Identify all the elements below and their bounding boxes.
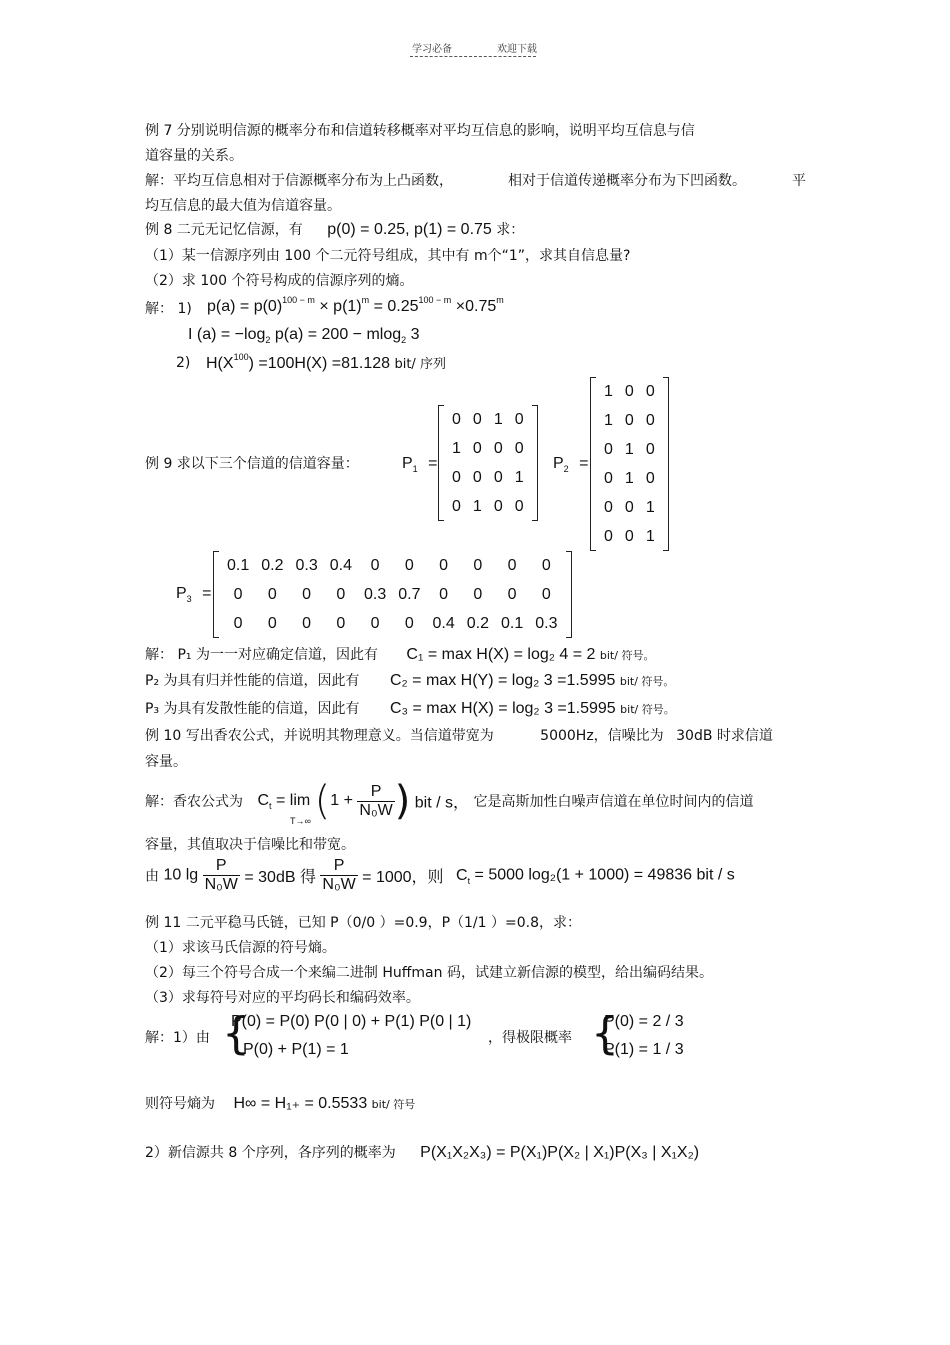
question-text: 例 10 写出香农公式，并说明其物理意义。当信道带宽为 [145,728,494,744]
answer-equation: P(X₁X₂X₃) = P(X₁)P(X₂ | X₁)P(X₃ | X₁X₂) [420,1144,700,1161]
matrix-cell: 0 [604,498,613,516]
matrix-cell: 0 [645,440,655,458]
ex8-question-line1 [145,219,524,239]
matrix-cell: 0 [370,614,380,632]
equals: = [428,455,438,472]
matrix-cell: 0.3 [295,556,318,574]
matrix-cell: 0 [624,527,634,545]
ex11-limit-text: ，得极限概率 [488,1030,572,1046]
matrix-cell: 1 [452,439,461,457]
matrix-cell: 0 [514,439,524,457]
ex10-answer-line2: 容量，其值取决于信噪比和带宽。 [145,837,355,853]
eq-unit: bit / s， [414,794,470,812]
system-eq-2: P(0) + P(1) = 1 [243,1041,349,1058]
limit-prob-1: P(0) = 2 / 3 [604,1013,684,1030]
matrix-row [598,522,661,551]
eq-part: = 0.25 [373,298,419,315]
p3-label [176,585,211,603]
header-left: 学习必备 [412,44,452,55]
matrix-cell: 0 [404,614,414,632]
question-text: 30dB 时求信道 [676,728,773,744]
p1-label [402,455,437,473]
matrix-row [598,464,661,493]
eq-subscript: 2 [401,335,407,345]
matrix-cell: 0 [507,556,517,574]
eq-part: 3 [406,326,420,343]
eq-exponent: m [496,295,504,305]
answer-text: P₃ 为具有发散性能的信道，因此有 [145,701,360,717]
limit-prob-2: P(1) = 1 / 3 [604,1041,684,1058]
eq-part: ×0.75 [455,298,497,315]
matrix-p2-table [598,377,661,551]
matrix-cell: 0 [302,614,312,632]
eq-exponent: 100 [233,352,249,362]
eq-subscript: 2 [265,335,271,345]
bracket-left [438,405,444,521]
ex11-new-source-line [145,1142,699,1162]
answer-text: 则符号熵为 [145,1096,215,1112]
matrix-cell: 0 [624,382,634,400]
matrix-cell: 0.3 [364,585,387,603]
eq-part: × p(1) [319,298,362,315]
frac-num: P [203,857,240,876]
calc-eq: = 1000，则 [362,869,444,886]
matrix-name: P [402,455,413,472]
answer-unit: bit/ 符号。 [599,649,655,662]
matrix-cell: 0 [493,497,503,515]
matrix-cell: 1 [493,410,503,428]
ex8-question-line3: （2）求 100 个符号构成的信源序列的熵。 [145,273,414,289]
matrix-cell: 0 [439,585,449,603]
matrix-cell: 0.4 [329,556,352,574]
matrix-subscript: 2 [563,464,569,474]
matrix-row [598,377,661,406]
matrix-cell: 0.1 [501,614,524,632]
matrix-p3 [213,551,572,638]
matrix-row [446,434,530,463]
ex10-question-line1 [145,725,773,745]
matrix-cell: 0 [267,585,277,603]
matrix-cell: 0 [541,556,551,574]
calc-text: 由 [145,868,159,885]
matrix-p1 [438,405,538,521]
matrix-p1-table [446,405,530,521]
header-divider [410,56,536,57]
matrix-cell: 0 [336,614,346,632]
answer-equation: C₃ = max H(X) = log₂ 3 =1.5995 [389,700,616,717]
limit [275,792,311,826]
ct-symbol [257,792,271,809]
matrix-subscript: 3 [186,594,192,604]
matrix-row [446,492,530,521]
eq-exponent: 100 − m [282,295,315,305]
matrix-cell: 0 [493,468,503,486]
eq-unit: bit/ 序列 [394,357,446,372]
system-eq-1: P(0) = P(0) P(0 | 0) + P(1) P(0 | 1) [231,1013,472,1030]
eq-part: ) =100H(X) =81.128 [248,355,391,372]
answer-unit: bit/ 符号 [371,1098,416,1111]
calc-eq: 10 lg [163,866,199,884]
ex7-answer-part2: 相对于信道传递概率分布为下凹函数。 [508,173,746,189]
eq-part: C [456,866,468,884]
ex8-intro: 例 8 二元无记忆信源，有 [145,222,303,238]
snr-fraction [357,783,394,820]
matrix-cell: 0 [514,497,524,515]
matrix-cell: 0.1 [227,556,250,574]
ex10-shannon-line [145,778,753,824]
ex8-ask: 求： [496,222,525,238]
limit-sub: T→∞ [289,816,311,826]
matrix-row [221,580,564,609]
matrix-cell: 1 [645,527,655,545]
frac-num: P [320,857,357,876]
eq-part: 1 + [330,792,353,809]
bracket-left [590,377,596,551]
matrix-cell: 1 [514,468,524,486]
matrix-row [221,609,564,638]
eq-part: p(a) = p(0) [207,298,283,315]
matrix-cell: 0.2 [466,614,489,632]
answer-unit: bit/ 符号。 [620,703,675,716]
calc-unit: bit / s [696,866,735,884]
answer-text: P₂ 为具有归并性能的信道，因此有 [145,673,360,689]
matrix-row [598,435,661,464]
ex10-calc-line [145,857,735,894]
matrix-p2 [590,377,669,551]
matrix-cell: 0 [452,497,461,515]
frac-den: N₀W [359,801,393,819]
ex11-entropy-line [145,1093,415,1113]
header-right: 欢迎下载 [497,44,537,55]
ex11-question-line2: （1）求该马氏信源的符号熵。 [145,940,336,956]
matrix-cell: 0.4 [432,614,455,632]
matrix-row [446,463,530,492]
ex8-solution-2-label: 2) [176,355,191,371]
matrix-cell: 0 [267,614,277,632]
calc-eq: = 30dB 得 [244,869,316,886]
ex11-question-line4: （3）求每符号对应的平均码长和编码效率。 [145,990,420,1006]
brace-left-2: { [591,1008,619,1059]
ex8-solution-2-equation [206,353,446,373]
ex8-solution-1-label: 解： 1) [145,301,192,317]
bracket-right [663,377,669,551]
bracket-left [213,551,219,638]
matrix-cell: 0.7 [398,585,421,603]
ex11-question-line3: （2）每三个符号合成一个来编二进制 Huffman 码，试建立新信源的模型，给出编码结果。 [145,965,713,981]
ex9-answer-2 [145,670,674,690]
matrix-cell: 0 [370,556,380,574]
matrix-row [221,551,564,580]
matrix-cell: 0 [507,585,517,603]
answer-equation: C₁ = max H(X) = log₂ 4 = 2 [406,646,596,663]
matrix-cell: 0 [604,469,613,487]
matrix-cell: 1 [604,411,613,429]
ex9-answer-1 [145,644,654,664]
paren-left: ( [314,778,331,824]
matrix-cell: 0 [493,439,503,457]
matrix-cell: 0 [472,410,482,428]
matrix-cell: 0 [404,556,414,574]
ex11-question-line1: 例 11 二元平稳马氏链，已知 P（0/0 ）=0.9，P（1/1 ）=0.8，求： [145,915,582,931]
matrix-subscript: 1 [412,464,418,474]
eq-subscript: t [467,875,471,886]
matrix-cell: 0 [624,411,634,429]
answer-text: 2）新信源共 8 个序列，各序列的概率为 [145,1145,396,1161]
frac-den: N₀W [322,876,356,893]
matrix-cell: 0 [302,585,312,603]
matrix-cell: 0 [472,468,482,486]
matrix-row [598,406,661,435]
matrix-cell: 0.2 [261,556,284,574]
matrix-cell: 0 [472,439,482,457]
ex7-question-line2: 道容量的关系。 [145,148,243,164]
matrix-cell: 0 [645,411,655,429]
ex8-solution-1-equation [207,295,504,316]
snr-fraction [320,857,357,894]
ex10-question-line2: 容量。 [145,754,187,770]
calc-eq: = 5000 log₂(1 + 1000) = 49836 [474,866,693,884]
eq-part: H(X [206,355,234,372]
answer-equation: H∞ = H₁₊ = 0.5533 [233,1095,368,1112]
matrix-cell: 1 [624,440,634,458]
answer-text: 解： P₁ 为一一对应确定信道，因此有 [145,647,378,663]
frac-num: P [357,783,394,802]
paren-right: ) [394,778,411,824]
answer-text: 解：香农公式为 [145,794,243,810]
ex9-question: 例 9 求以下三个信道的信道容量： [145,456,359,472]
matrix-name: P [553,455,564,472]
ex9-answer-3 [145,698,675,718]
answer-equation: C₂ = max H(Y) = log₂ 3 =1.5995 [389,672,616,689]
matrix-row [446,405,530,434]
ex7-answer-line2: 均互信息的最大值为信道容量。 [145,198,341,214]
matrix-cell: 0 [439,556,449,574]
eq-exponent: 100 − m [418,295,452,305]
matrix-cell: 0 [624,498,634,516]
ct-symbol [456,867,470,884]
matrix-cell: 0 [452,468,461,486]
eq-subscript: t [269,801,272,811]
matrix-cell: 0 [604,440,613,458]
ex7-answer-part1: 解：平均互信息相对于信源概率分布为上凸函数， [145,173,453,189]
matrix-p3-table [221,551,564,638]
equals: = [579,455,589,472]
matrix-cell: 0 [541,585,551,603]
matrix-cell: 0 [514,410,524,428]
ex8-question-line2: （1）某一信源序列由 100 个二元符号组成，其中有 m个“1”，求其自信息量? [145,248,631,264]
matrix-cell: 0 [233,585,243,603]
matrix-cell: 0 [604,527,613,545]
frac-den: N₀W [204,876,238,893]
answer-unit: bit/ 符号。 [619,675,675,688]
p2-label [553,455,588,473]
ex7-question-line1: 例 7 分别说明信源的概率分布和信道转移概率对平均互信息的影响，说明平均互信息与信 [145,123,695,139]
matrix-cell: 0 [336,585,346,603]
bracket-right [532,405,538,521]
limit-op: = lim [275,792,311,809]
ex8-solution-1-info [188,326,420,344]
matrix-cell: 0 [473,585,483,603]
eq-exponent: m [361,295,370,305]
matrix-cell: 0.3 [535,614,558,632]
matrix-cell: 1 [472,497,482,515]
answer-text: 它是高斯加性白噪声信道在单位时间内的信道 [473,794,754,810]
ex11-solution-1-label: 解：1）由 [145,1030,210,1046]
matrix-row [598,493,661,522]
brace-left-1: { [222,1008,250,1059]
matrix-cell: 0 [473,556,483,574]
matrix-cell: 0 [233,614,243,632]
matrix-cell: 0 [645,469,655,487]
bracket-right [566,551,572,638]
matrix-cell: 1 [604,382,613,400]
ex8-probabilities: p(0) = 0.25, p(1) = 0.75 [327,221,492,238]
question-text: 5000Hz，信噪比为 [540,728,664,744]
matrix-cell: 0 [452,410,461,428]
eq-part: I (a) = −log [188,326,266,343]
eq-part: C [257,792,270,809]
snr-fraction [203,857,240,894]
matrix-cell: 0 [645,382,655,400]
matrix-cell: 1 [624,469,634,487]
matrix-name: P [176,585,187,602]
matrix-cell: 1 [645,498,655,516]
equals: = [202,585,212,602]
eq-part: p(a) = 200 − mlog [270,326,402,343]
ex7-answer-part3: 平 [792,173,806,189]
